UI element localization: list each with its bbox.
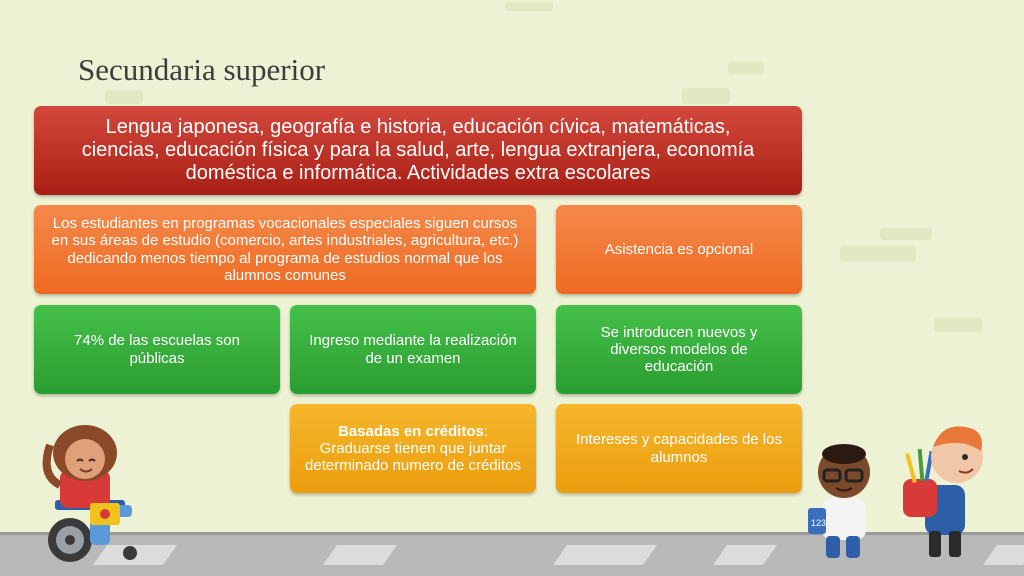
entrance-exam-text: Ingreso mediante la realización de un examen xyxy=(309,332,517,367)
vocational-box xyxy=(34,205,536,294)
background-dash xyxy=(840,246,916,262)
subjects-text: Lengua japonesa, geografía e historia, educación cívica, matemáticas, ciencias, educación física y para la salud, arte, lengua extranjera, economía doméstica e informática. Actividades extra escolares xyxy=(81,116,755,184)
interests-text: Intereses y capacidades de los alumnos xyxy=(576,431,782,466)
background-dash xyxy=(105,90,143,104)
vocational-text: Los estudiantes en programas vocacionales especiales siguen cursos en sus áreas de estudio (comercio, artes industriales, agricultura, etc.) dedicando menos tiempo al programa de estudios normal que los alumnos comunes xyxy=(51,215,519,284)
credits-bold: Basadas en créditos xyxy=(337,422,484,440)
entrance-exam-box xyxy=(290,305,536,394)
background-dash xyxy=(880,228,932,240)
background-dash xyxy=(505,2,553,11)
subjects-box xyxy=(34,106,802,195)
credits-text xyxy=(304,423,522,475)
interests-box xyxy=(556,404,802,493)
girl-in-wheelchair-icon xyxy=(30,425,160,565)
credits-rest: : Graduarse tienen que juntar determinado numero de créditos xyxy=(305,422,521,475)
background-dash xyxy=(728,62,764,74)
credits-box xyxy=(290,404,536,493)
attendance-box xyxy=(556,205,802,294)
education-models-box xyxy=(556,305,802,394)
background-dash xyxy=(934,318,982,332)
background-dash xyxy=(682,88,730,104)
sidewalk-tile xyxy=(553,545,657,565)
public-schools-text: 74% de las escuelas son públicas xyxy=(74,332,240,367)
public-schools-box xyxy=(34,305,280,394)
boy-with-glasses-icon xyxy=(800,440,890,565)
slide-title: Secundaria superior xyxy=(78,52,326,87)
boy-with-backpack-icon xyxy=(895,415,1005,565)
education-models-text: Se introducen nuevos y diversos modelos de educación xyxy=(600,323,758,376)
attendance-text: Asistencia es opcional xyxy=(604,240,754,258)
svg-text:123: 123 xyxy=(811,518,827,528)
